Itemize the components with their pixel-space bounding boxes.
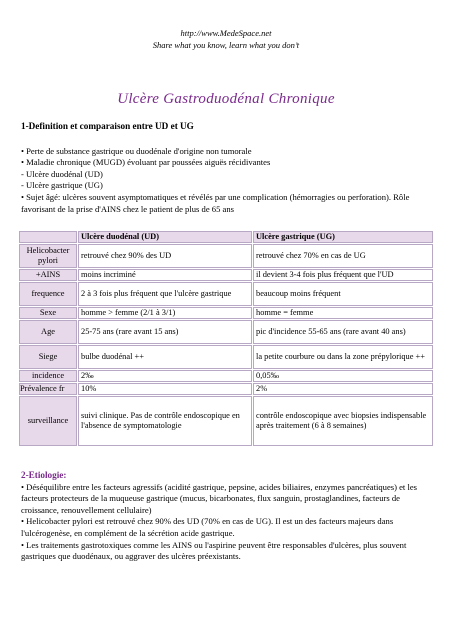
table-header-row: [19, 231, 433, 243]
table-cell: 2 à 3 fois plus fréquent que l'ulcère gastrique: [78, 282, 252, 306]
paragraph-line: • Les traitements gastrotoxiques comme les AINS ou l'aspirine peuvent être responsables d'ulcères, plus souvent gastriques que duodénaux, ou aggraver des ulcères préexistants.: [21, 539, 407, 562]
paragraph-line: • Helicobacter pylori est retrouvé chez 90% des UD (70% en cas de UG). Il est un des facteurs majeurs dans l'ulcérogenèse, en complément de la sécrétion acide gastrique.: [21, 516, 394, 538]
paragraph-line: • Maladie chronique (MUGD) évoluant par poussées aiguës récidivantes: [21, 157, 271, 168]
table-cell: homme > femme (2/1 à 3/1): [78, 307, 252, 319]
table-cell: 0,05‰: [253, 370, 433, 382]
table-row: [19, 396, 433, 446]
table-row: [19, 269, 433, 281]
section-heading: 2-Etiologie:: [21, 470, 67, 480]
paragraph-line: - Ulcère duodénal (UD): [21, 168, 103, 179]
table-cell: bulbe duodénal ++: [78, 345, 252, 369]
section-definition: [21, 121, 431, 215]
paragraph-line: • Déséquilibre entre les facteurs agressifs (acidité gastrique, pepsine, acides biliaires, enzymes pancréatiques) et les facteurs protecteurs de la muqueuse gastrique (mucus, bicarbonates, flux sanguin, prostaglandines, facteurs de croissance, renouvellement cellulaire): [21, 481, 418, 515]
paragraph-line: • Sujet âgé: ulcères souvent asymptomatiques et révélés par une complication (hémorragies ou perforation). Rôle favorisant de la prise d'AINS chez le patient de plus de 65 ans: [21, 191, 410, 214]
table-cell: 10%: [78, 383, 252, 395]
section-etiologie: [21, 470, 431, 563]
table-cell: retrouvé chez 90% des UD: [78, 244, 252, 268]
row-label: +AINS: [19, 269, 77, 281]
row-label: Helicobacter pylori: [19, 244, 77, 268]
paragraph-line: • Perte de substance gastrique ou duodénale d'origine non tumorale: [21, 145, 252, 156]
table-cell: 2‰: [78, 370, 252, 382]
table-cell: moins incriminé: [78, 269, 252, 281]
table-header-cell: [19, 231, 77, 243]
comparison-table: [18, 230, 434, 447]
table-row: [19, 383, 433, 395]
section-heading: 1-Definition et comparaison entre UD et UG: [21, 121, 194, 131]
table-cell: 2%: [253, 383, 433, 395]
row-label: Age: [19, 320, 77, 344]
row-label: Sexe: [19, 307, 77, 319]
paragraph-line: - Ulcère gastrique (UG): [21, 180, 103, 191]
table-row: [19, 370, 433, 382]
table-cell: contrôle endoscopique avec biopsies indispensable après traitement (6 à 8 semaines): [253, 396, 433, 446]
table-row: [19, 320, 433, 344]
page-header: [0, 27, 452, 51]
table-cell: retrouvé chez 70% en cas de UG: [253, 244, 433, 268]
row-label: incidence: [19, 370, 77, 382]
table-header-cell: Ulcère gastrique (UG): [253, 231, 433, 243]
row-label: frequence: [19, 282, 77, 306]
table-row: [19, 282, 433, 306]
table-header-cell: Ulcère duodénal (UD): [78, 231, 252, 243]
table-cell: suivi clinique. Pas de contrôle endoscopique en l'absence de symptomatologie: [78, 396, 252, 446]
table-cell: la petite courbure ou dans la zone prépylorique ++: [253, 345, 433, 369]
table-cell: beaucoup moins fréquent: [253, 282, 433, 306]
row-label: Siege: [19, 345, 77, 369]
table-cell: il devient 3-4 fois plus fréquent que l'UD: [253, 269, 433, 281]
row-label: Prévalence fr: [19, 383, 77, 395]
header-tagline: Share what you know, learn what you don’t: [152, 40, 300, 50]
document-title: Ulcère Gastroduodénal Chronique: [117, 91, 335, 107]
table-cell: 25-75 ans (rare avant 15 ans): [78, 320, 252, 344]
header-url[interactable]: http://www.MedeSpace.net: [180, 28, 272, 38]
table-row: [19, 345, 433, 369]
table-row: [19, 307, 433, 319]
table-row: [19, 244, 433, 268]
row-label: surveillance: [19, 396, 77, 446]
table-cell: homme = femme: [253, 307, 433, 319]
table-cell: pic d'incidence 55-65 ans (rare avant 40 ans): [253, 320, 433, 344]
